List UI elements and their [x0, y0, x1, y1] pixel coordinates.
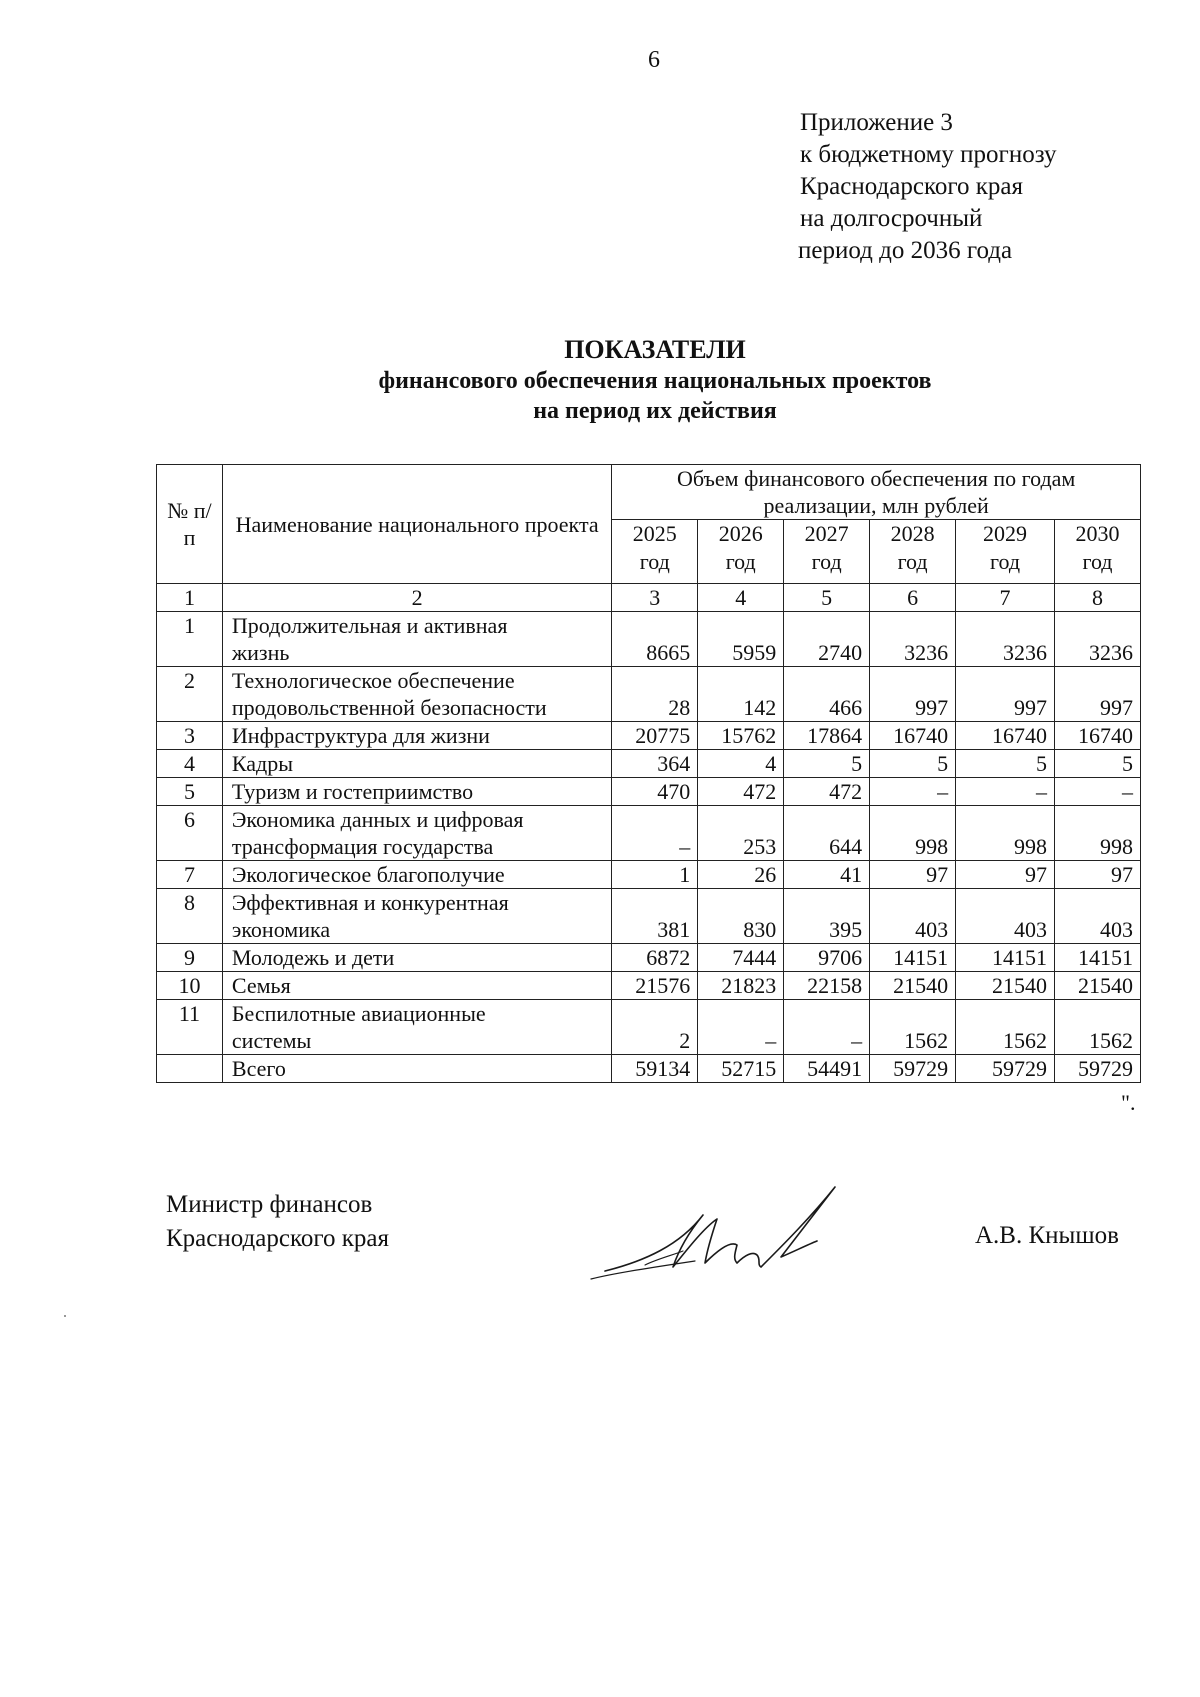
row-index: 2 — [157, 667, 223, 722]
value-cell: 41 — [784, 861, 870, 889]
year-unit: год — [639, 549, 670, 574]
value-cell: 21823 — [698, 972, 784, 1000]
value-cell: 381 — [612, 889, 698, 944]
value-cell: 364 — [612, 750, 698, 778]
value-cell: 22158 — [784, 972, 870, 1000]
column-number-row — [157, 584, 1141, 612]
row-index: 10 — [157, 972, 223, 1000]
year-value: 2028 — [890, 521, 935, 546]
year-value: 2029 — [983, 521, 1028, 546]
value-cell: – — [784, 1000, 870, 1055]
value-cell: 5 — [870, 750, 956, 778]
project-name — [222, 667, 611, 722]
signer-name: А.В. Кнышов — [975, 1222, 1119, 1249]
header-project-name: Наименование национального проекта — [222, 465, 611, 584]
project-name — [222, 861, 611, 889]
value-cell: 6872 — [612, 944, 698, 972]
project-name — [222, 750, 611, 778]
scan-speck — [64, 1315, 66, 1317]
value-cell: 59134 — [612, 1055, 698, 1083]
year-header-2025 — [612, 520, 698, 584]
table-row — [157, 806, 1141, 861]
year-value: 2027 — [804, 521, 849, 546]
year-unit: год — [811, 549, 842, 574]
column-number: 4 — [698, 584, 784, 612]
table-row — [157, 972, 1141, 1000]
row-index: 7 — [157, 861, 223, 889]
header-volume: Объем финансового обеспечения по годам реализации, млн рублей — [612, 465, 1141, 520]
project-name-line: продовольственной безопасности — [231, 695, 547, 720]
project-name — [222, 1000, 611, 1055]
value-cell: – — [1054, 778, 1140, 806]
year-unit: год — [1082, 549, 1113, 574]
column-number: 6 — [870, 584, 956, 612]
table-row — [157, 667, 1141, 722]
value-cell: 1562 — [956, 1000, 1055, 1055]
page-number: 6 — [648, 47, 660, 73]
value-cell: 5959 — [698, 612, 784, 667]
row-index: 6 — [157, 806, 223, 861]
national-projects-table — [156, 464, 1141, 1083]
value-cell: 26 — [698, 861, 784, 889]
value-cell: – — [612, 806, 698, 861]
appendix-line: к бюджетному прогнозу — [800, 141, 1057, 168]
value-cell: – — [698, 1000, 784, 1055]
project-name-line: Экологическое благополучие — [231, 862, 505, 887]
project-name — [222, 1055, 611, 1083]
value-cell: 97 — [1054, 861, 1140, 889]
project-name — [222, 778, 611, 806]
value-cell: 472 — [784, 778, 870, 806]
value-cell: 5 — [1054, 750, 1140, 778]
value-cell: 1 — [612, 861, 698, 889]
value-cell: 21540 — [1054, 972, 1140, 1000]
column-number: 8 — [1054, 584, 1140, 612]
project-name-line: Кадры — [231, 751, 294, 776]
value-cell: 997 — [1054, 667, 1140, 722]
value-cell: 52715 — [698, 1055, 784, 1083]
year-unit: год — [725, 549, 756, 574]
value-cell: 16740 — [870, 722, 956, 750]
value-cell: 16740 — [956, 722, 1055, 750]
table-row — [157, 1055, 1141, 1083]
appendix-line: на долгосрочный — [800, 205, 983, 232]
value-cell: 466 — [784, 667, 870, 722]
project-name-line: Технологическое обеспечение — [231, 668, 515, 693]
signer-position-line-2: Краснодарского края — [166, 1225, 389, 1252]
value-cell: 2740 — [784, 612, 870, 667]
table-row — [157, 778, 1141, 806]
project-name-line: Беспилотные авиационные — [231, 1001, 486, 1026]
value-cell: 644 — [784, 806, 870, 861]
value-cell: 1562 — [870, 1000, 956, 1055]
column-number: 3 — [612, 584, 698, 612]
year-value: 2025 — [632, 521, 677, 546]
appendix-line: Приложение 3 — [800, 109, 953, 136]
value-cell: 54491 — [784, 1055, 870, 1083]
project-name — [222, 722, 611, 750]
value-cell: 998 — [870, 806, 956, 861]
row-index: 9 — [157, 944, 223, 972]
value-cell: 28 — [612, 667, 698, 722]
table-row — [157, 944, 1141, 972]
value-cell: 830 — [698, 889, 784, 944]
year-value: 2030 — [1075, 521, 1120, 546]
table-row — [157, 722, 1141, 750]
value-cell: 8665 — [612, 612, 698, 667]
value-cell: 253 — [698, 806, 784, 861]
value-cell: 997 — [870, 667, 956, 722]
column-number: 5 — [784, 584, 870, 612]
project-name — [222, 889, 611, 944]
document-title — [0, 334, 1200, 426]
value-cell: 403 — [870, 889, 956, 944]
appendix-line: Краснодарского края — [800, 173, 1023, 200]
project-name — [222, 972, 611, 1000]
value-cell: 7444 — [698, 944, 784, 972]
row-index — [157, 1055, 223, 1083]
project-name-line: Экономика данных и цифровая — [231, 807, 524, 832]
value-cell: 5 — [784, 750, 870, 778]
project-name-line: Туризм и гостеприимство — [231, 779, 474, 804]
row-index: 1 — [157, 612, 223, 667]
year-value: 2026 — [718, 521, 763, 546]
value-cell: 2 — [612, 1000, 698, 1055]
value-cell: 97 — [956, 861, 1055, 889]
value-cell: 14151 — [870, 944, 956, 972]
closing-quote: ". — [1121, 1090, 1136, 1115]
value-cell: 403 — [956, 889, 1055, 944]
row-index: 11 — [157, 1000, 223, 1055]
year-unit: год — [990, 549, 1021, 574]
handwritten-signature — [585, 1175, 865, 1285]
table-body — [157, 612, 1141, 1083]
value-cell: 16740 — [1054, 722, 1140, 750]
value-cell: 3236 — [1054, 612, 1140, 667]
table-row — [157, 1000, 1141, 1055]
project-name-line: Инфраструктура для жизни — [231, 723, 490, 748]
row-index: 8 — [157, 889, 223, 944]
value-cell: – — [956, 778, 1055, 806]
project-name-line: Всего — [231, 1056, 286, 1081]
value-cell: 21540 — [870, 972, 956, 1000]
title-line-3: на период их действия — [533, 398, 777, 424]
signer-position — [166, 1188, 389, 1256]
value-cell: 97 — [870, 861, 956, 889]
column-number: 7 — [956, 584, 1055, 612]
project-name-line: Молодежь и дети — [231, 945, 395, 970]
year-header-2027 — [784, 520, 870, 584]
year-header-2030 — [1054, 520, 1140, 584]
value-cell: 9706 — [784, 944, 870, 972]
value-cell: 21540 — [956, 972, 1055, 1000]
project-name-line: экономика — [231, 917, 331, 942]
column-number: 1 — [157, 584, 223, 612]
year-header-2026 — [698, 520, 784, 584]
year-header-2029 — [956, 520, 1055, 584]
value-cell: 998 — [956, 806, 1055, 861]
value-cell: 3236 — [956, 612, 1055, 667]
value-cell: 142 — [698, 667, 784, 722]
project-name-line: Эффективная и конкурентная — [231, 890, 509, 915]
project-name-line: жизнь — [231, 640, 290, 665]
table-row — [157, 861, 1141, 889]
value-cell: 59729 — [956, 1055, 1055, 1083]
value-cell: 21576 — [612, 972, 698, 1000]
value-cell: – — [870, 778, 956, 806]
value-cell: 20775 — [612, 722, 698, 750]
table-row — [157, 612, 1141, 667]
project-name-line: Продолжительная и активная — [231, 613, 508, 638]
header-index: № п/п — [157, 465, 223, 584]
project-name — [222, 944, 611, 972]
value-cell: 4 — [698, 750, 784, 778]
value-cell: 472 — [698, 778, 784, 806]
table-row — [157, 889, 1141, 944]
project-name-line: трансформация государства — [231, 834, 494, 859]
appendix-line: период до 2036 года — [798, 237, 1013, 264]
value-cell: 403 — [1054, 889, 1140, 944]
value-cell: 470 — [612, 778, 698, 806]
value-cell: 3236 — [870, 612, 956, 667]
signer-position-line-1: Министр финансов — [166, 1191, 373, 1218]
row-index: 4 — [157, 750, 223, 778]
row-index: 5 — [157, 778, 223, 806]
value-cell: 59729 — [870, 1055, 956, 1083]
header-row — [157, 465, 1141, 520]
value-cell: 1562 — [1054, 1000, 1140, 1055]
row-index: 3 — [157, 722, 223, 750]
value-cell: 997 — [956, 667, 1055, 722]
value-cell: 998 — [1054, 806, 1140, 861]
appendix-note — [800, 107, 1057, 267]
title-line-2: финансового обеспечения национальных проектов — [378, 368, 932, 394]
column-number: 2 — [222, 584, 611, 612]
project-name — [222, 612, 611, 667]
value-cell: 14151 — [1054, 944, 1140, 972]
title-line-1: ПОКАЗАТЕЛИ — [564, 335, 746, 364]
value-cell: 14151 — [956, 944, 1055, 972]
project-name-line: Семья — [231, 973, 291, 998]
project-name — [222, 806, 611, 861]
year-unit: год — [897, 549, 928, 574]
value-cell: 17864 — [784, 722, 870, 750]
value-cell: 5 — [956, 750, 1055, 778]
project-name-line: системы — [231, 1028, 312, 1053]
value-cell: 15762 — [698, 722, 784, 750]
value-cell: 59729 — [1054, 1055, 1140, 1083]
year-header-2028 — [870, 520, 956, 584]
value-cell: 395 — [784, 889, 870, 944]
table-row — [157, 750, 1141, 778]
